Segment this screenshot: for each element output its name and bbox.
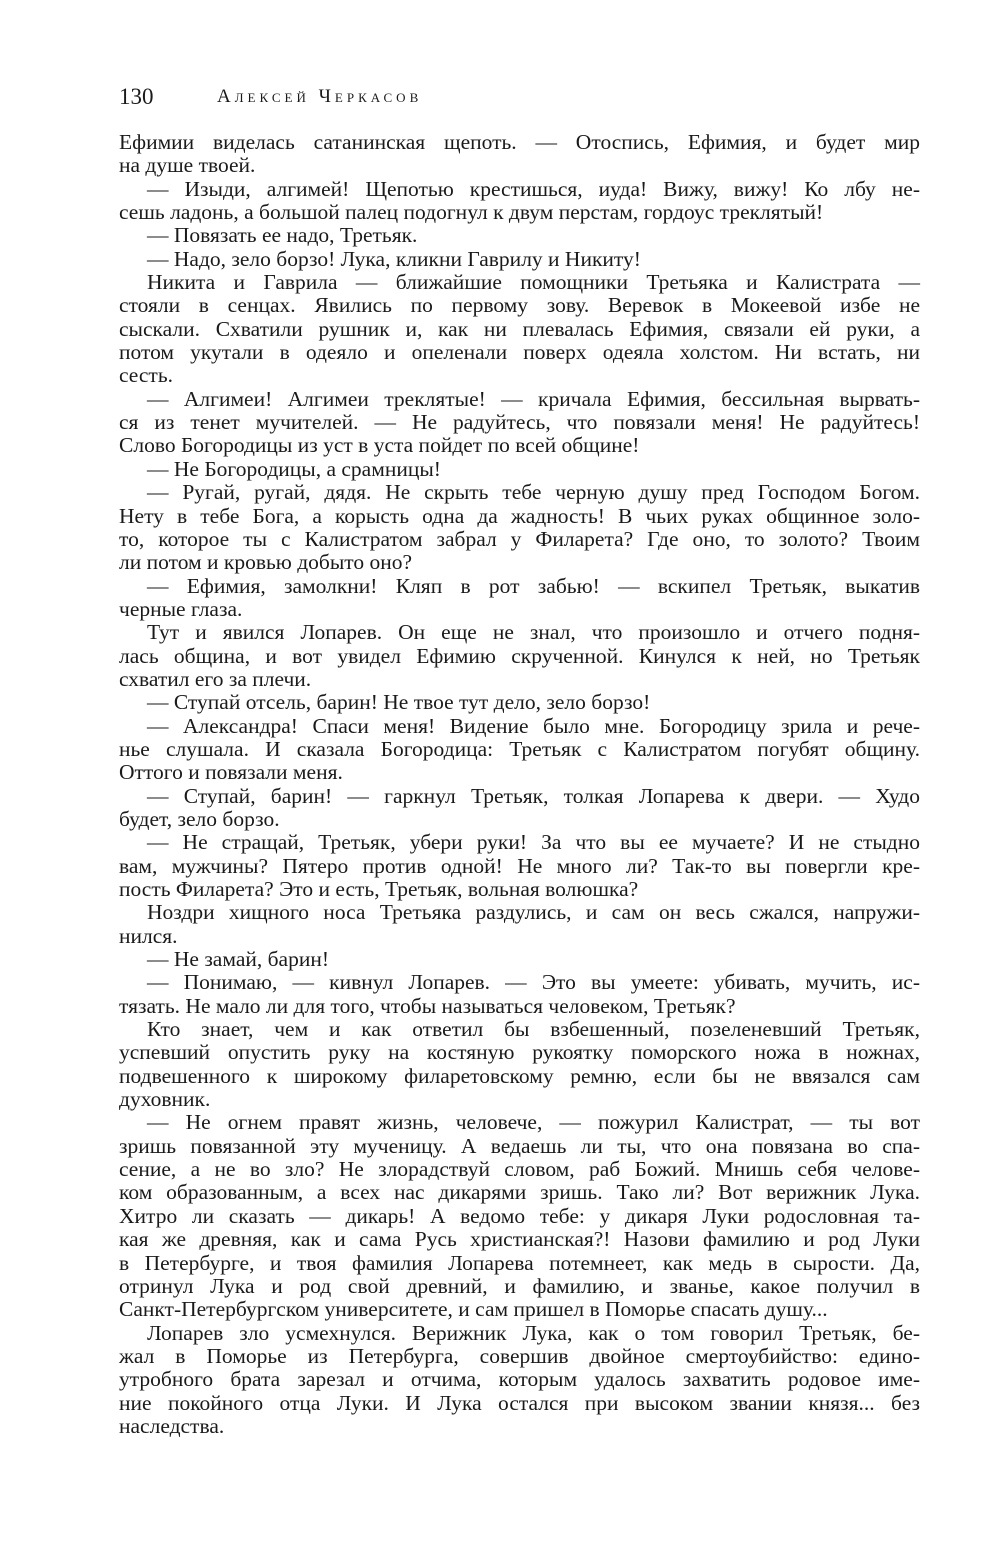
text-line: — Не замай, барин!: [147, 947, 330, 972]
text-line: — Не Богородицы, а срамницы!: [147, 456, 441, 481]
text-line: успевший опустить руку на костяную рукоятку поморского ножа в ножнах,: [119, 1040, 920, 1065]
text-line: лась община, и вот увидел Ефимию скрученной. Кинулся к ней, но Третьяк: [119, 643, 920, 668]
text-line: вам, мужчины? Пятеро против одной! Не много ли? Так-то вы повергли кре-: [119, 853, 920, 878]
paragraph: [119, 831, 920, 901]
paragraph: [119, 785, 920, 832]
paragraph: [119, 948, 920, 971]
text-line: — Надо, зело борзо! Лука, кликни Гаврилу и Никиту!: [147, 246, 641, 271]
text-line: нье слушала. И сказала Богородица: Третьяк с Калистратом погубят общину.: [119, 736, 920, 761]
text-line: зришь повязанной эту мученицу. А ведаешь ли ты, что она повязана во спа-: [119, 1133, 920, 1158]
text-line: ком образованным, а всех нас дикарями зришь. Тако ли? Вот верижник Лука.: [119, 1180, 920, 1205]
text-line: — Повязать ее надо, Третьяк.: [147, 223, 418, 248]
text-line: сение, а не во зло? Не злорадствуй словом, раб Божий. Мнишь себя челове-: [119, 1157, 920, 1182]
text-line: ся из тенет мучителей. — Не радуйтесь, что повязали меня! Не радуйтесь!: [119, 410, 920, 435]
body-text: [119, 131, 920, 1438]
text-line: — Не огнем правят жизнь, человече, — пожурил Калистрат, — ты вот: [147, 1110, 920, 1135]
text-line: — Александра! Спаси меня! Видение было мне. Богородицу зрила и рече-: [147, 713, 920, 738]
text-line: потом укутали в одеяло и опеленали поверх одеяла холстом. Ни встать, ни: [119, 340, 920, 365]
text-line: Нету в тебе Бога, а корысть одна да жадность! В чьих руках общинное золо-: [119, 503, 920, 528]
text-line: Оттого и повязали меня.: [119, 760, 343, 785]
text-line: в Петербурге, и твоя фамилия Лопарева потемнеет, как медь в сырости. Да,: [119, 1250, 920, 1275]
paragraph: [119, 271, 920, 388]
text-line: Тут и явился Лопарев. Он еще не знал, что произошло и отчего подня-: [147, 620, 920, 645]
text-line: духовник.: [119, 1087, 211, 1112]
paragraph: [119, 178, 920, 225]
paragraph: [119, 388, 920, 458]
paragraph: [119, 481, 920, 574]
paragraph: [119, 621, 920, 691]
page-number: 130: [119, 84, 154, 109]
paragraph: [119, 1111, 920, 1321]
text-line: жал в Поморье из Петербурга, совершив двойное смертоубийство: едино-: [119, 1343, 920, 1368]
paragraph: [119, 691, 920, 714]
paragraph: [119, 575, 920, 622]
text-line: черные глаза.: [119, 596, 243, 621]
text-line: подвешенного к широкому филаретовскому ремню, если бы не ввязался сам: [119, 1063, 920, 1088]
text-line: нился.: [119, 923, 178, 948]
paragraph: [119, 131, 920, 178]
text-line: Ефимии виделась сатанинская щепоть. — Отоспись, Ефимия, и будет мир: [119, 130, 920, 154]
text-line: на душе твоей.: [119, 153, 256, 178]
text-line: наследства.: [119, 1413, 225, 1438]
text-line: — Ругай, ругай, дядя. Не скрыть тебе черную душу пред Господом Богом.: [147, 480, 920, 505]
paragraph: [119, 971, 920, 1018]
text-line: будет, зело борзо.: [119, 806, 280, 831]
text-line: Никита и Гаврила — ближайшие помощники Третьяка и Калистрата —: [147, 270, 920, 295]
text-line: Санкт-Петербургском университете, и сам пришел в Поморье спасать душу...: [119, 1297, 828, 1322]
text-line: Лопарев зло усмехнулся. Верижник Лука, как о том говорил Третьяк, бе-: [147, 1320, 920, 1345]
text-line: утробного брата зарезал и отчима, которым удалось захватить родовое име-: [119, 1367, 920, 1392]
text-line: сыскали. Схватили рушник и, как ни плевалась Ефимия, связали ей руки, а: [119, 316, 920, 341]
text-line: схватил его за плечи.: [119, 666, 312, 691]
text-line: кая же древняя, как и сама Русь христианская?! Назови фамилию и род Луки: [119, 1227, 920, 1252]
text-line: ли потом и кровью добыто оно?: [119, 550, 413, 575]
text-line: то, которое ты с Калистратом забрал у Филарета? Где оно, то золото? Твоим: [119, 526, 920, 551]
text-line: стояли в сенцах. Явились по первому зову. Веревок в Мокеевой избе не: [119, 293, 920, 318]
text-line: сесть.: [119, 363, 174, 388]
text-line: — Ефимия, замолкни! Кляп в рот забью! — вскипел Третьяк, выкатив: [147, 573, 920, 598]
paragraph: [119, 901, 920, 948]
paragraph: [119, 248, 920, 271]
text-line: Кто знает, чем и как ответил бы взбешенный, позеленевший Третьяк,: [147, 1017, 920, 1042]
running-title: Алексей Черкасов: [217, 86, 423, 107]
text-line: ние покойного отца Луки. И Лука остался при высоком звании князя... без: [119, 1390, 920, 1415]
text-line: тязать. Не мало ли для того, чтобы называться человеком, Третьяк?: [119, 993, 736, 1018]
paragraph: [119, 458, 920, 481]
text-line: сешь ладонь, а большой палец подогнул к двум перстам, гордоус треклятый!: [119, 200, 824, 225]
text-line: Хитро ли сказать — дикарь! А ведомо тебе: у дикаря Луки родословная та-: [119, 1203, 920, 1228]
text-line: пость Филарета? Это и есть, Третьяк, вольная волюшка?: [119, 877, 639, 901]
text-line: — Алгимеи! Алгимеи треклятые! — кричала Ефимия, бессильная вырвать-: [147, 386, 920, 411]
text-line: — Не стращай, Третьяк, убери руки! За что вы ее мучаете? И не стыдно: [147, 830, 920, 855]
paragraph: [119, 1018, 920, 1111]
text-line: — Понимаю, — кивнул Лопарев. — Это вы умеете: убивать, мучить, ис-: [147, 970, 920, 995]
text-line: — Ступай отсель, барин! Не твое тут дело, зело борзо!: [147, 690, 651, 715]
paragraph: [119, 224, 920, 247]
text-line: — Изыди, алгимей! Щепотью крестишься, иуда! Вижу, вижу! Ко лбу не-: [147, 176, 920, 201]
text-line: Слово Богородицы из уст в уста пойдет по всей общине!: [119, 433, 640, 458]
text-line: — Ступай, барин! — гаркнул Третьяк, толкая Лопарева к двери. — Худо: [147, 783, 920, 808]
text-line: Ноздри хищного носа Третьяка раздулись, и сам он весь сжался, напружи-: [147, 900, 920, 925]
paragraph: [119, 1322, 920, 1439]
paragraph: [119, 715, 920, 785]
text-line: отринул Лука и род свой древний, и фамилию, и званье, какое получил в: [119, 1273, 920, 1298]
